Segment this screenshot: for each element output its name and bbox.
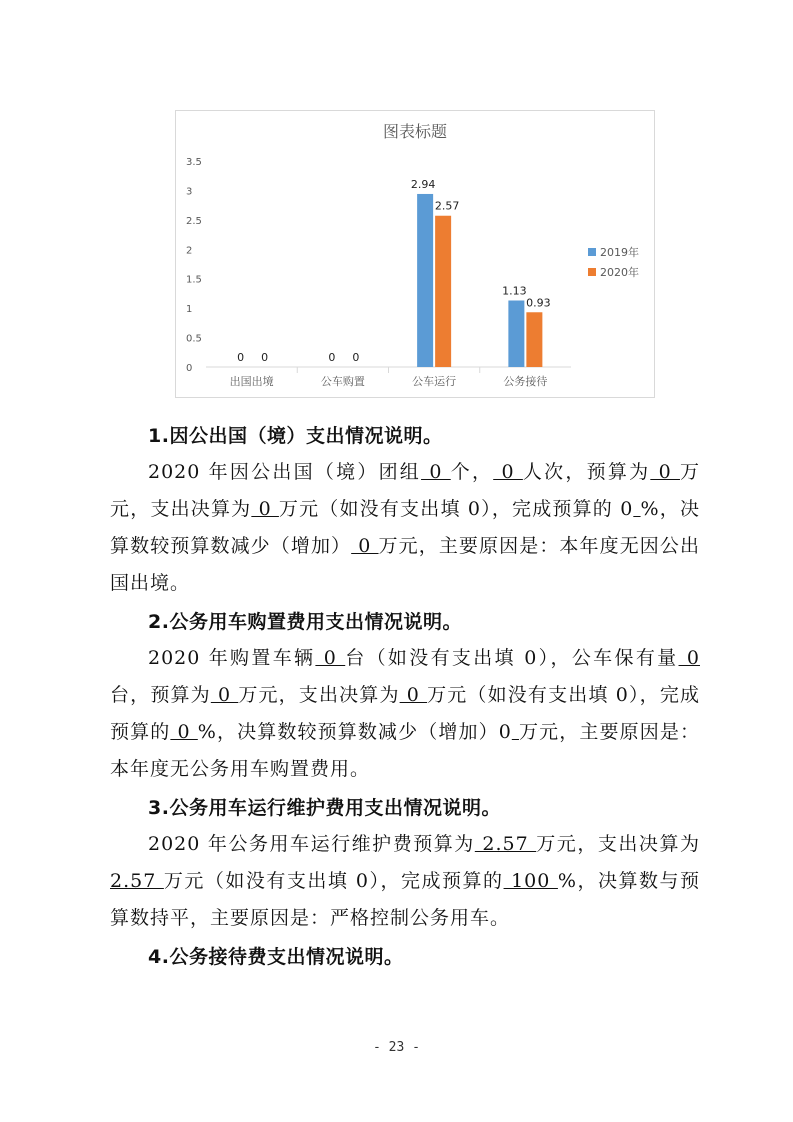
section-heading: 2.公务用车购置费用支出情况说明。 xyxy=(148,611,462,633)
text-run: 万元，主要原因是：本年度无公务用车购置费用。 xyxy=(110,721,700,780)
y-tick-label: 3 xyxy=(186,186,193,198)
text-run: %，决算数较预算数减少（增加）0 xyxy=(197,721,512,743)
data-label: 2.57 xyxy=(434,199,460,213)
chart-title: 图表标题 xyxy=(382,122,448,141)
document-body xyxy=(110,418,700,975)
page-number: - 23 - xyxy=(373,1040,420,1055)
text-run: 台（如没有支出填 0），公车保有量 xyxy=(345,647,679,669)
text-run: 台，预算为 xyxy=(110,684,211,706)
data-label: 0 xyxy=(352,351,360,364)
text-run: 万元，支出决算为 xyxy=(536,833,700,855)
bar-2020年-公务接待 xyxy=(526,312,542,367)
x-category-label: 公车运行 xyxy=(412,375,457,388)
x-category-label: 公务接待 xyxy=(503,375,548,388)
data-label: 0 xyxy=(261,351,269,364)
text-run: 万元（如没有支出填 0），完成预算的 xyxy=(110,684,700,743)
underlined-value: 0 xyxy=(170,721,198,743)
underlined-value xyxy=(512,721,519,743)
y-tick-label: 2 xyxy=(186,245,193,257)
underlined-value: 0 xyxy=(210,684,239,706)
section-2 xyxy=(110,604,700,788)
y-tick-label: 3.5 xyxy=(186,157,202,168)
y-tick-label: 0 xyxy=(186,363,193,374)
text-run: 万元，支出决算为 xyxy=(238,684,400,706)
section-4 xyxy=(110,939,700,975)
section-1 xyxy=(110,418,700,602)
data-label: 2.94 xyxy=(410,177,436,191)
chart-canvas xyxy=(176,111,654,397)
text-run: %，决算数与预算数持平，主要原因是：严格控制公务用车。 xyxy=(110,870,700,929)
section-paragraph xyxy=(110,454,700,602)
underlined-value xyxy=(633,498,640,520)
underlined-value: 2.57 xyxy=(474,833,537,855)
text-run: 万元（如没有支出填 0），完成预算的 xyxy=(163,870,504,892)
text-run: 万元（如没有支出填 0），完成预算的 0 xyxy=(278,498,634,520)
text-run: 万元，支出决算为 xyxy=(110,461,700,520)
text-run: 2020 年购置车辆 xyxy=(148,647,316,669)
legend-swatch xyxy=(588,248,596,256)
y-tick-label: 1 xyxy=(186,304,193,316)
underlined-value: 0 xyxy=(315,647,346,669)
data-label: 0.93 xyxy=(526,296,551,310)
bar-chart xyxy=(175,110,655,398)
y-tick-label: 0.5 xyxy=(186,333,202,345)
y-tick-label: 1.5 xyxy=(186,274,202,286)
data-label: 0 xyxy=(328,351,336,364)
section-paragraph xyxy=(110,826,700,937)
x-category-label: 公车购置 xyxy=(320,375,365,388)
underlined-value: 0 xyxy=(678,647,700,669)
underlined-value: 0 xyxy=(650,461,680,483)
legend-label: 2019年 xyxy=(600,246,639,259)
text-run: 人次，预算为 xyxy=(522,461,651,483)
underlined-value: 2.57 xyxy=(110,870,164,892)
data-label: 1.13 xyxy=(502,284,527,298)
bar-2019年-公务接待 xyxy=(508,300,524,367)
underlined-value: 0 xyxy=(251,498,279,520)
section-heading: 3.公务用车运行维护费用支出情况说明。 xyxy=(148,797,501,819)
data-label: 0 xyxy=(237,351,245,364)
section-heading: 4.公务接待费支出情况说明。 xyxy=(148,946,404,968)
legend-label: 2020年 xyxy=(600,266,639,279)
underlined-value: 0 xyxy=(421,461,451,483)
section-paragraph xyxy=(110,640,700,788)
bar-2020年-公车运行 xyxy=(435,216,451,367)
x-category-label: 出国出境 xyxy=(229,375,274,388)
bar-2019年-公车运行 xyxy=(417,194,433,367)
text-run: 2020 年因公出国（境）团组 xyxy=(148,461,422,483)
text-run: 2020 年公务用车运行维护费预算为 xyxy=(148,833,475,855)
text-run: %，决算数较预算数减少（增加） xyxy=(110,498,700,557)
text-run: 万元，主要原因是：本年度无因公出国出境。 xyxy=(110,535,700,594)
underlined-value: 100 xyxy=(503,870,558,892)
y-tick-label: 2.5 xyxy=(186,215,202,227)
section-heading: 1.因公出国（境）支出情况说明。 xyxy=(148,425,443,447)
underlined-value: 0 xyxy=(399,684,428,706)
section-3 xyxy=(110,790,700,937)
underlined-value: 0 xyxy=(351,535,379,557)
text-run: 个， xyxy=(450,461,494,483)
legend-swatch xyxy=(588,268,596,276)
underlined-value: 0 xyxy=(493,461,523,483)
